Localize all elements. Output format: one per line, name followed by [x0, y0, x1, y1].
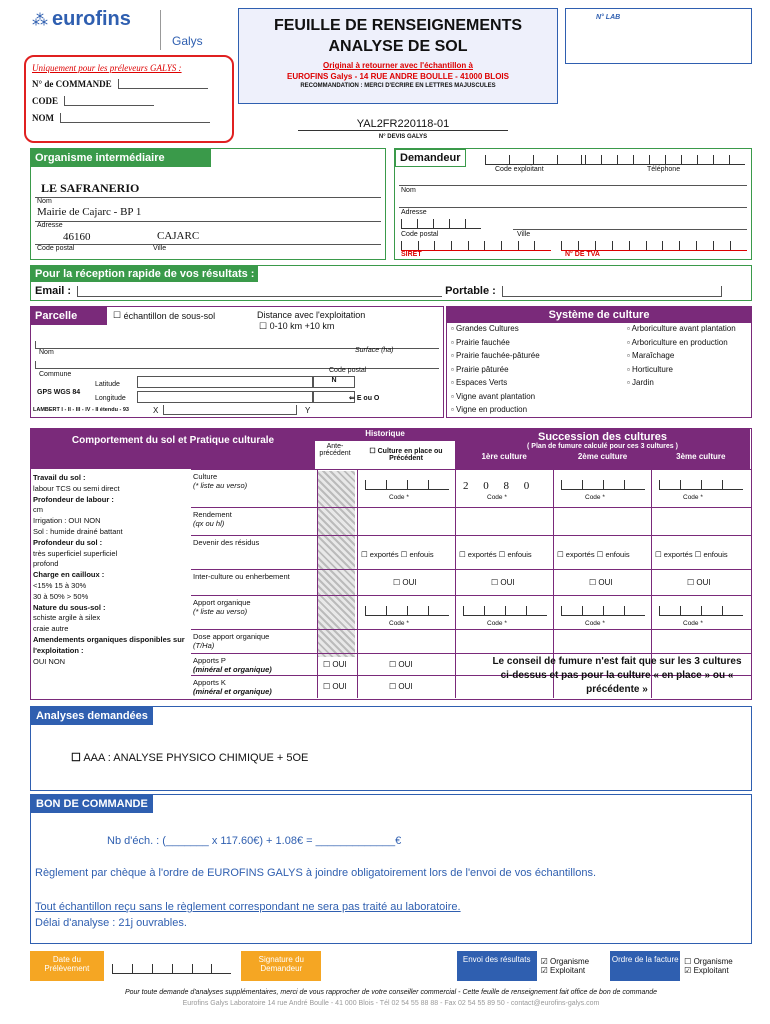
x-field[interactable]: [163, 405, 297, 415]
delai-text: Délai d'analyse : 21j ouvrables.: [35, 917, 187, 929]
row-label: Devenir des résidus: [193, 538, 260, 547]
sol-item[interactable]: Sol : humide drainé battant: [33, 526, 123, 536]
sol-item[interactable]: Irrigation : OUI NON: [33, 516, 101, 526]
row-label: Apports P (minéral et organique): [193, 656, 272, 674]
systeme-panel: [446, 306, 752, 418]
commande-field[interactable]: [118, 79, 208, 89]
sol-item[interactable]: très superficiel superficiel: [33, 548, 118, 558]
code-label: Code *: [683, 494, 703, 501]
title-line2: ANALYSE DE SOL: [328, 38, 468, 55]
analyses-header: Analyses demandées: [31, 707, 153, 725]
signature-label: Signature du Demandeur: [241, 951, 321, 981]
systeme-option[interactable]: ▫ Prairie fauchée: [451, 337, 510, 347]
logo: [32, 8, 203, 50]
sol-item[interactable]: schiste argile à silex: [33, 613, 101, 623]
telephone-field[interactable]: [585, 155, 745, 165]
culture-code-field[interactable]: [463, 480, 547, 490]
devis: [298, 118, 508, 140]
row-label: Rendement (qx ou hl): [193, 510, 232, 528]
organisme-address[interactable]: Mairie de Cajarc - BP 1: [37, 206, 142, 218]
systeme-option[interactable]: ▫ Horticulture: [627, 364, 673, 374]
systeme-option[interactable]: ▫ Arboriculture en production: [627, 337, 728, 347]
systeme-option[interactable]: ▫ Espaces Verts: [451, 378, 508, 387]
brand-sub: Galys: [172, 34, 203, 48]
sol-item[interactable]: craie autre: [33, 624, 69, 634]
envoi-label: Envoi des résultats: [457, 951, 537, 981]
demandeur-cp-label: Code postal: [401, 231, 439, 238]
demandeur-panel: [394, 148, 752, 260]
code-exploitant-label: Code exploitant: [495, 166, 544, 173]
practice-row: [191, 595, 751, 629]
sol-item[interactable]: labour TCS ou semi direct: [33, 483, 120, 493]
portable-field[interactable]: [502, 286, 722, 297]
analyse-item[interactable]: ☐ AAA : ANALYSE PHYSICO CHIMIQUE + 5OE: [71, 752, 309, 764]
organisme-nom-label: Nom: [37, 198, 52, 205]
code-label: Code *: [487, 620, 507, 627]
analyse-checkbox[interactable]: ☐: [71, 752, 81, 764]
systeme-option[interactable]: ▫ Maraîchage: [627, 351, 675, 360]
residus-options[interactable]: ☐ exportés ☐ enfouis: [655, 550, 728, 559]
oui-checkbox[interactable]: ☐ OUI: [393, 578, 417, 587]
demandeur-cp-field[interactable]: [401, 219, 481, 229]
oui-checkbox[interactable]: ☐ OUI: [323, 660, 347, 669]
organisme-panel: [30, 148, 386, 260]
en-place-header: ☐ Culture en place ou Précédent: [369, 448, 443, 462]
portable-label: Portable :: [445, 285, 496, 297]
sol-item[interactable]: cm: [33, 505, 43, 515]
organisme-header: Organisme intermédiaire: [31, 149, 211, 167]
culture-code-field[interactable]: [365, 480, 449, 490]
residus-options[interactable]: ☐ exportés ☐ enfouis: [557, 550, 630, 559]
oui-checkbox[interactable]: ☐ OUI: [389, 682, 413, 691]
systeme-header: Système de culture: [447, 307, 751, 323]
reception-header: Pour la réception rapide de vos résultats :: [31, 266, 258, 282]
sous-sol-checkbox[interactable]: ☐: [113, 310, 122, 320]
sol-item: Amendements organiques disponibles sur l'exploitation :: [33, 634, 185, 655]
comportement-table: [30, 428, 752, 700]
organisme-cp[interactable]: 46160: [63, 231, 91, 243]
sol-left-column: [33, 473, 189, 667]
code-label: Code *: [487, 494, 507, 501]
title-block: [238, 8, 558, 104]
apport-code-field[interactable]: [463, 606, 547, 616]
apport-code-field[interactable]: [365, 606, 449, 616]
return-note: Original à retourner avec l'échantillon à: [323, 61, 473, 70]
date-field[interactable]: [112, 964, 232, 974]
sol-item: Nature du sous-sol :: [33, 602, 106, 612]
distance-options[interactable]: ☐ 0-10 km +10 km: [259, 321, 335, 331]
brand-name: eurofins: [52, 8, 131, 30]
residus-options[interactable]: ☐ exportés ☐ enfouis: [459, 550, 532, 559]
practice-row: [191, 507, 751, 535]
sol-item: Profondeur de labour :: [33, 494, 114, 504]
gps-label: GPS WGS 84: [37, 389, 81, 396]
practice-row: [191, 535, 751, 569]
latitude-label: Latitude: [95, 381, 120, 388]
systeme-option[interactable]: ▫ Vigne avant plantation: [451, 391, 536, 401]
systeme-option[interactable]: ▫ Prairie fauchée-pâturée: [451, 351, 540, 360]
demandeur-header: Demandeur: [395, 149, 466, 167]
surface-label: Surface (ha): [355, 347, 394, 354]
y-label: Y: [305, 406, 311, 415]
tva-field[interactable]: [561, 241, 747, 251]
sol-item: Charge en cailloux :: [33, 570, 105, 580]
sol-item[interactable]: OUI NON: [33, 656, 66, 666]
warning-text: Tout échantillon reçu sans le règlement correspondant ne sera pas traité au laboratoire.: [35, 901, 461, 913]
ordre-label: Ordre de la facture: [610, 951, 680, 981]
sous-sol-label: échantillon de sous-sol: [123, 310, 216, 321]
culture-code-value: 2 0 8 0: [463, 480, 536, 492]
title-line1: FEUILLE DE RENSEIGNEMENTS: [273, 17, 523, 34]
lambert-label: LAMBERT I - II - III - IV - II étendu - 93: [33, 407, 129, 413]
sol-item: Profondeur du sol :: [33, 537, 103, 547]
ordre-exploitant[interactable]: ☑ Exploitant: [684, 966, 729, 975]
sol-item[interactable]: profond: [33, 559, 59, 569]
footer-note: Pour toute demande d'analyses supplémentaires, merci de vous rapprocher de votre conseiller commercial - Cette feuille de renseignement fait office de bon de commande: [124, 989, 658, 996]
bon-panel: [30, 794, 752, 944]
devis-label: N° DEVIS GALYS: [378, 134, 428, 140]
ante-header: Ante-précédent: [319, 443, 351, 457]
systeme-option[interactable]: ▫ Vigne en production: [451, 405, 528, 414]
footer-bar: [30, 951, 752, 981]
culture-code-field[interactable]: [659, 480, 743, 490]
row-label: Culture (* liste au verso): [193, 472, 248, 490]
code-label: Code *: [389, 494, 409, 501]
calc-line[interactable]: Nb d'éch. : (_______ x 117.60€) + 1.08€ = _____________€: [107, 835, 402, 847]
oui-checkbox[interactable]: ☐ OUI: [687, 578, 711, 587]
demandeur-adresse-label: Adresse: [401, 209, 427, 216]
eo-label: ⇐ E ou O: [349, 395, 380, 402]
residus-options[interactable]: ☐ exportés ☐ enfouis: [361, 550, 434, 559]
apport-code-field[interactable]: [561, 606, 645, 616]
row-label: Apport organique (* liste au verso): [193, 598, 251, 616]
lab-address: EUROFINS Galys - 14 RUE ANDRE BOULLE - 41000 BLOIS: [287, 72, 509, 81]
nom-label: NOM: [32, 113, 54, 123]
organisme-ville-label: Ville: [153, 245, 167, 252]
oui-checkbox[interactable]: ☐ OUI: [491, 578, 515, 587]
code-label: Code *: [389, 620, 409, 627]
parcelle-panel: [30, 306, 444, 418]
organisme-name[interactable]: LE SAFRANERIO: [41, 181, 140, 195]
organisme-adresse-label: Adresse: [37, 222, 63, 229]
parcelle-cp-label: Code postal: [329, 367, 367, 374]
preleveurs-box: [24, 55, 234, 143]
email-label: Email :: [35, 285, 72, 297]
historique-header: Historique: [315, 429, 455, 441]
bon-header: BON DE COMMANDE: [31, 795, 153, 813]
commande-label: N° de COMMANDE: [32, 79, 112, 89]
date-label: Date du Prélèvement: [30, 951, 104, 981]
nlab-box[interactable]: [565, 8, 752, 64]
code-label: Code *: [683, 620, 703, 627]
x-label: X: [153, 406, 159, 415]
practice-row: [191, 569, 751, 595]
practice-row: [191, 629, 751, 653]
conseil-note: Le conseil de fumure n'est fait que sur les 3 cultures ci-dessus et pas pour la culture « en place » ou « précédente »: [492, 656, 742, 695]
demandeur-nom-label: Nom: [401, 187, 416, 194]
parcelle-header: Parcelle: [31, 307, 107, 325]
recommendation: RECOMMANDATION : MERCI D'ECRIRE EN LETTRES MAJUSCULES: [300, 83, 496, 89]
envoi-organisme[interactable]: ☑ Organisme: [540, 957, 590, 966]
code-label: Code *: [585, 620, 605, 627]
row-label: Apports K (minéral et organique): [193, 678, 272, 696]
latitude-field[interactable]: [137, 376, 313, 388]
analyses-panel: [30, 706, 752, 791]
longitude-field[interactable]: [137, 391, 313, 403]
systeme-option[interactable]: ▫ Jardin: [627, 378, 654, 387]
comportement-header: Comportement du sol et Pratique culturale: [31, 429, 315, 469]
reglement-text: Règlement par chèque à l'ordre de EUROFINS GALYS à joindre obligatoirement lors de l'envoi de vos échantillons.: [35, 867, 597, 879]
code-label: Code *: [585, 494, 605, 501]
oui-checkbox[interactable]: ☐ OUI: [389, 660, 413, 669]
envoi-exploitant[interactable]: ☑ Exploitant: [540, 966, 586, 975]
reception-panel: [30, 265, 752, 301]
parcelle-nom-label: Nom: [39, 349, 54, 356]
sol-item[interactable]: 30 à 50% > 50%: [33, 591, 89, 601]
siret-label: SIRET: [401, 251, 422, 258]
culture-code-field[interactable]: [561, 480, 645, 490]
row-label: Inter-culture ou enherbement: [193, 572, 290, 581]
email-field[interactable]: [77, 286, 442, 297]
eurofins-logo-icon: ⁂: [32, 11, 48, 29]
tva-label: N° DE TVA: [565, 251, 600, 258]
succession-header: Succession des cultures ( Plan de fumure calculé pour ces 3 cultures ) 1ère culture 2ème culture 3ème culture: [455, 429, 750, 469]
systeme-option[interactable]: ▫ Arboriculture avant plantation: [627, 324, 736, 333]
oui-checkbox[interactable]: ☐ OUI: [589, 578, 613, 587]
systeme-option[interactable]: ▫ Prairie pâturée: [451, 364, 509, 374]
devis-value: YAL2FR220118-01: [298, 118, 508, 131]
sol-item: Travail du sol :: [33, 473, 86, 482]
oui-checkbox[interactable]: ☐ OUI: [323, 682, 347, 691]
code-field[interactable]: [64, 96, 154, 106]
organisme-ville[interactable]: CAJARC: [157, 230, 200, 242]
practice-row: [191, 469, 751, 507]
siret-field[interactable]: [401, 241, 551, 251]
nom-field[interactable]: [60, 113, 210, 123]
organisme-cp-label: Code postal: [37, 245, 75, 252]
row-label: Dose apport organique (T/Ha): [193, 632, 270, 650]
ordre-organisme[interactable]: ☐ Organisme: [684, 957, 733, 966]
signature-field[interactable]: [321, 951, 457, 981]
longitude-label: Longitude: [95, 395, 126, 402]
code-label: CODE: [32, 96, 59, 106]
commune-label: Commune: [39, 371, 72, 378]
distance-label: Distance avec l'exploitation: [257, 310, 366, 320]
nlab-label: N° LAB: [596, 14, 621, 21]
systeme-option[interactable]: ▫ Grandes Cultures: [451, 324, 519, 333]
sol-item[interactable]: <15% 15 à 30%: [33, 580, 87, 590]
demandeur-ville-label: Ville: [517, 231, 531, 238]
preleveurs-title: Uniquement pour les préleveurs GALYS :: [32, 63, 182, 73]
footer-contact: Eurofins Galys Laboratoire 14 rue André Boulle - 41 000 Blois - Tél 02 54 55 88 88 - Fax 02 54 55 89 50 - contact@eurofins-galys.com: [182, 1000, 600, 1007]
telephone-label: Téléphone: [647, 166, 681, 173]
apport-code-field[interactable]: [659, 606, 743, 616]
n-box[interactable]: N: [313, 376, 355, 388]
